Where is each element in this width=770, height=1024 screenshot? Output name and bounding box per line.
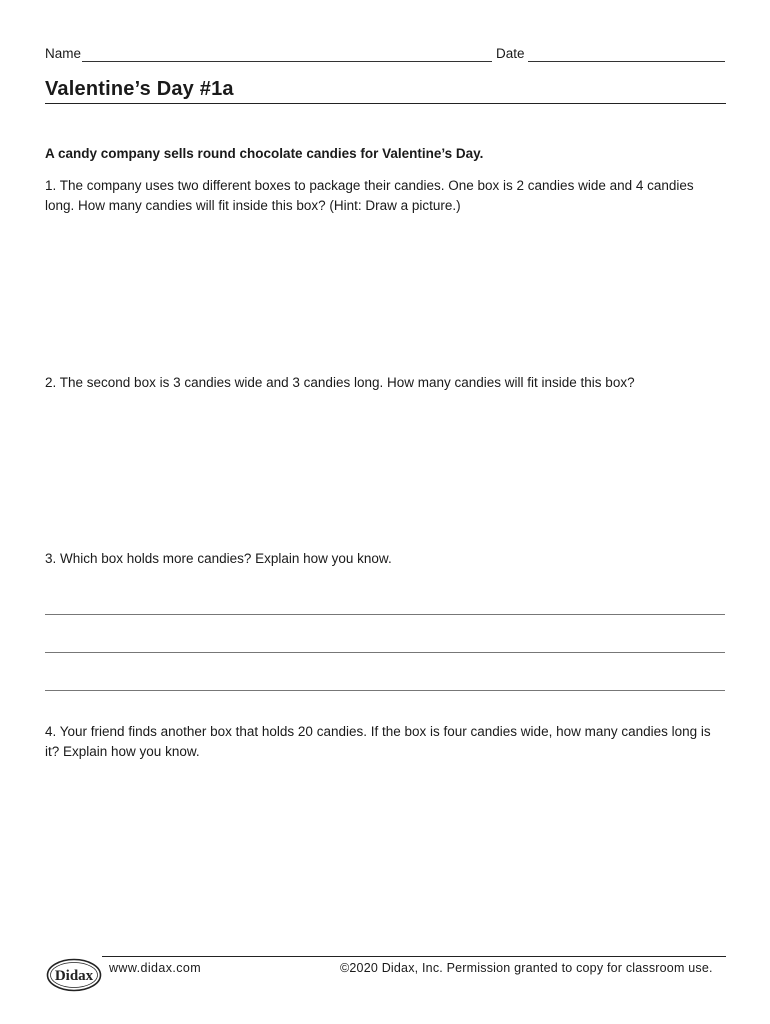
- date-label: Date: [496, 46, 525, 61]
- name-date-row: [45, 46, 725, 66]
- answer-line[interactable]: [45, 614, 725, 615]
- answer-line[interactable]: [45, 652, 725, 653]
- question-2: 2. The second box is 3 candies wide and 3 candies long. How many candies will fit inside this box?: [45, 375, 635, 390]
- name-label: Name: [45, 46, 82, 61]
- footer-divider: [102, 956, 726, 957]
- worksheet-title: Valentine’s Day #1a: [45, 78, 234, 100]
- name-blank-line[interactable]: [82, 61, 492, 62]
- title-divider: [45, 103, 726, 104]
- problem-intro: A candy company sells round chocolate candies for Valentine’s Day.: [45, 146, 484, 161]
- answer-line[interactable]: [45, 690, 725, 691]
- didax-logo-icon: [46, 958, 102, 992]
- footer-url: www.didax.com: [109, 961, 202, 975]
- question-4: 4. Your friend finds another box that holds 20 candies. If the box is four candies wide, how many candies long is it? Explain how you know.: [45, 724, 711, 759]
- date-blank-line[interactable]: [528, 61, 725, 62]
- question-1: 1. The company uses two different boxes to package their candies. One box is 2 candies wide and 4 candies long. How many candies will fit inside this box? (Hint: Draw a picture.): [45, 178, 694, 213]
- question-3: 3. Which box holds more candies? Explain how you know.: [45, 551, 392, 566]
- footer-copyright: ©2020 Didax, Inc. Permission granted to copy for classroom use.: [340, 961, 713, 975]
- logo-text: Didax: [54, 968, 94, 984]
